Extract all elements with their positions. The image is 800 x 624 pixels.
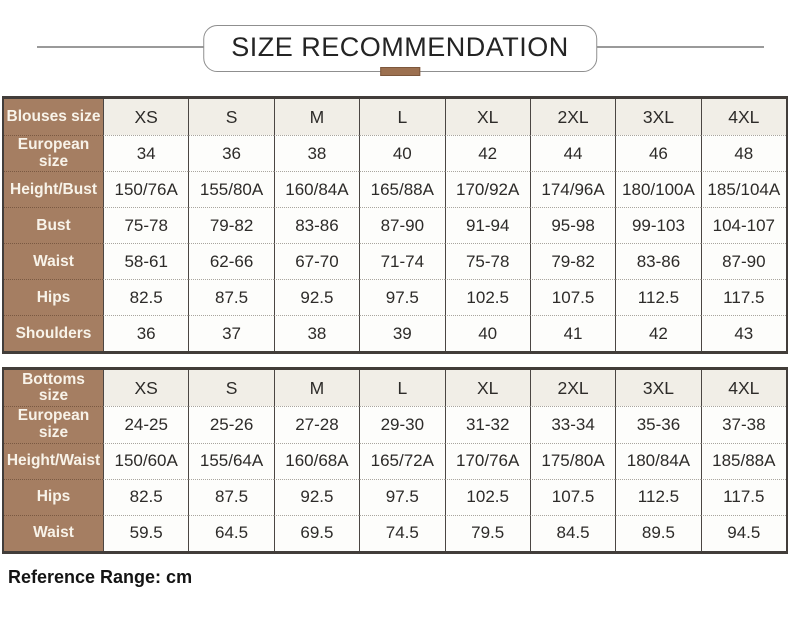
size-value-cell: 27-28 — [274, 406, 359, 442]
size-value-cell: 74.5 — [359, 515, 444, 551]
size-value-cell: 89.5 — [615, 515, 700, 551]
size-value-cell: 94.5 — [701, 515, 786, 551]
size-value-cell: 97.5 — [359, 279, 444, 315]
page-title-text: SIZE RECOMMENDATION — [231, 32, 569, 62]
size-value-cell: 59.5 — [103, 515, 188, 551]
row-label: Height/Bust — [4, 171, 103, 207]
size-value-cell: XL — [445, 370, 530, 406]
size-value-cell: 82.5 — [103, 279, 188, 315]
size-value-cell: 37 — [188, 315, 273, 351]
size-value-cell: 84.5 — [530, 515, 615, 551]
size-value-cell: 160/68A — [274, 443, 359, 479]
decorative-line-left — [37, 46, 226, 48]
size-value-cell: 117.5 — [701, 479, 786, 515]
size-value-cell: 180/84A — [615, 443, 700, 479]
size-value-cell: 41 — [530, 315, 615, 351]
row-label: Blouses size — [4, 99, 103, 135]
size-value-cell: 64.5 — [188, 515, 273, 551]
size-value-cell: 104-107 — [701, 207, 786, 243]
size-value-cell: 82.5 — [103, 479, 188, 515]
size-value-cell: 58-61 — [103, 243, 188, 279]
reference-range-note: Reference Range: cm — [8, 566, 193, 587]
size-value-cell: 38 — [274, 135, 359, 171]
size-value-cell: 29-30 — [359, 406, 444, 442]
size-value-cell: 150/60A — [103, 443, 188, 479]
row-label: European size — [4, 135, 103, 171]
size-value-cell: 87-90 — [701, 243, 786, 279]
size-value-cell: 24-25 — [103, 406, 188, 442]
row-label: Waist — [4, 515, 103, 551]
size-value-cell: 2XL — [530, 99, 615, 135]
size-value-cell: 36 — [188, 135, 273, 171]
row-label: European size — [4, 406, 103, 442]
table-row — [4, 406, 786, 442]
row-label: Bust — [4, 207, 103, 243]
size-value-cell: 170/76A — [445, 443, 530, 479]
table-row — [4, 135, 786, 171]
size-value-cell: 79.5 — [445, 515, 530, 551]
row-label: Hips — [4, 479, 103, 515]
size-value-cell: 39 — [359, 315, 444, 351]
size-value-cell: 102.5 — [445, 479, 530, 515]
size-value-cell: 35-36 — [615, 406, 700, 442]
size-value-cell: 102.5 — [445, 279, 530, 315]
size-value-cell: 40 — [445, 315, 530, 351]
table-row — [4, 279, 786, 315]
table-row — [4, 171, 786, 207]
size-value-cell: XS — [103, 99, 188, 135]
size-value-cell: 46 — [615, 135, 700, 171]
size-value-cell: 160/84A — [274, 171, 359, 207]
size-value-cell: 42 — [445, 135, 530, 171]
row-label: Hips — [4, 279, 103, 315]
size-value-cell: 165/88A — [359, 171, 444, 207]
size-value-cell: 87.5 — [188, 279, 273, 315]
size-value-cell: 31-32 — [445, 406, 530, 442]
size-value-cell: XS — [103, 370, 188, 406]
row-label: Height/Waist — [4, 443, 103, 479]
size-value-cell: 180/100A — [615, 171, 700, 207]
size-value-cell: 112.5 — [615, 479, 700, 515]
size-value-cell: 75-78 — [103, 207, 188, 243]
size-value-cell: 79-82 — [530, 243, 615, 279]
size-value-cell: 112.5 — [615, 279, 700, 315]
size-value-cell: 44 — [530, 135, 615, 171]
size-value-cell: 107.5 — [530, 279, 615, 315]
size-value-cell: 37-38 — [701, 406, 786, 442]
size-value-cell: 117.5 — [701, 279, 786, 315]
size-value-cell: 95-98 — [530, 207, 615, 243]
size-value-cell: 67-70 — [274, 243, 359, 279]
size-value-cell: 75-78 — [445, 243, 530, 279]
size-value-cell: 43 — [701, 315, 786, 351]
size-value-cell: 4XL — [701, 370, 786, 406]
size-value-cell: 34 — [103, 135, 188, 171]
size-value-cell: 79-82 — [188, 207, 273, 243]
size-value-cell: 33-34 — [530, 406, 615, 442]
size-value-cell: 83-86 — [274, 207, 359, 243]
size-value-cell: 83-86 — [615, 243, 700, 279]
page-title — [203, 25, 597, 72]
size-value-cell: 2XL — [530, 370, 615, 406]
size-value-cell: 170/92A — [445, 171, 530, 207]
size-value-cell: 107.5 — [530, 479, 615, 515]
size-value-cell: 25-26 — [188, 406, 273, 442]
size-value-cell: 99-103 — [615, 207, 700, 243]
row-label: Shoulders — [4, 315, 103, 351]
size-value-cell: 155/64A — [188, 443, 273, 479]
size-value-cell: 92.5 — [274, 479, 359, 515]
table-row — [4, 207, 786, 243]
decorative-line-right — [568, 46, 764, 48]
row-label: Waist — [4, 243, 103, 279]
size-value-cell: 48 — [701, 135, 786, 171]
size-value-cell: 3XL — [615, 370, 700, 406]
size-value-cell: 62-66 — [188, 243, 273, 279]
size-value-cell: 69.5 — [274, 515, 359, 551]
size-value-cell: 87.5 — [188, 479, 273, 515]
size-value-cell: S — [188, 370, 273, 406]
size-value-cell: 185/88A — [701, 443, 786, 479]
size-value-cell: 175/80A — [530, 443, 615, 479]
size-value-cell: 185/104A — [701, 171, 786, 207]
size-value-cell: 71-74 — [359, 243, 444, 279]
table-row — [4, 443, 786, 479]
size-value-cell: 97.5 — [359, 479, 444, 515]
size-value-cell: 3XL — [615, 99, 700, 135]
size-value-cell: 150/76A — [103, 171, 188, 207]
table-row — [4, 370, 786, 406]
size-value-cell: 40 — [359, 135, 444, 171]
size-value-cell: 91-94 — [445, 207, 530, 243]
size-value-cell: 4XL — [701, 99, 786, 135]
size-value-cell: 36 — [103, 315, 188, 351]
size-value-cell: M — [274, 370, 359, 406]
table-row — [4, 315, 786, 351]
size-value-cell: S — [188, 99, 273, 135]
title-banner — [0, 0, 800, 96]
row-label: Bottoms size — [4, 370, 103, 406]
size-value-cell: 87-90 — [359, 207, 444, 243]
table-row — [4, 243, 786, 279]
size-value-cell: 38 — [274, 315, 359, 351]
size-value-cell: 165/72A — [359, 443, 444, 479]
bottoms-size-table — [2, 367, 788, 553]
table-row — [4, 99, 786, 135]
size-value-cell: XL — [445, 99, 530, 135]
size-value-cell: 174/96A — [530, 171, 615, 207]
size-value-cell: 42 — [615, 315, 700, 351]
size-value-cell: L — [359, 370, 444, 406]
size-value-cell: 155/80A — [188, 171, 273, 207]
size-value-cell: M — [274, 99, 359, 135]
blouses-size-table — [2, 96, 788, 354]
table-row — [4, 515, 786, 551]
title-accent-bar — [380, 67, 420, 76]
table-row — [4, 479, 786, 515]
size-value-cell: L — [359, 99, 444, 135]
size-value-cell: 92.5 — [274, 279, 359, 315]
